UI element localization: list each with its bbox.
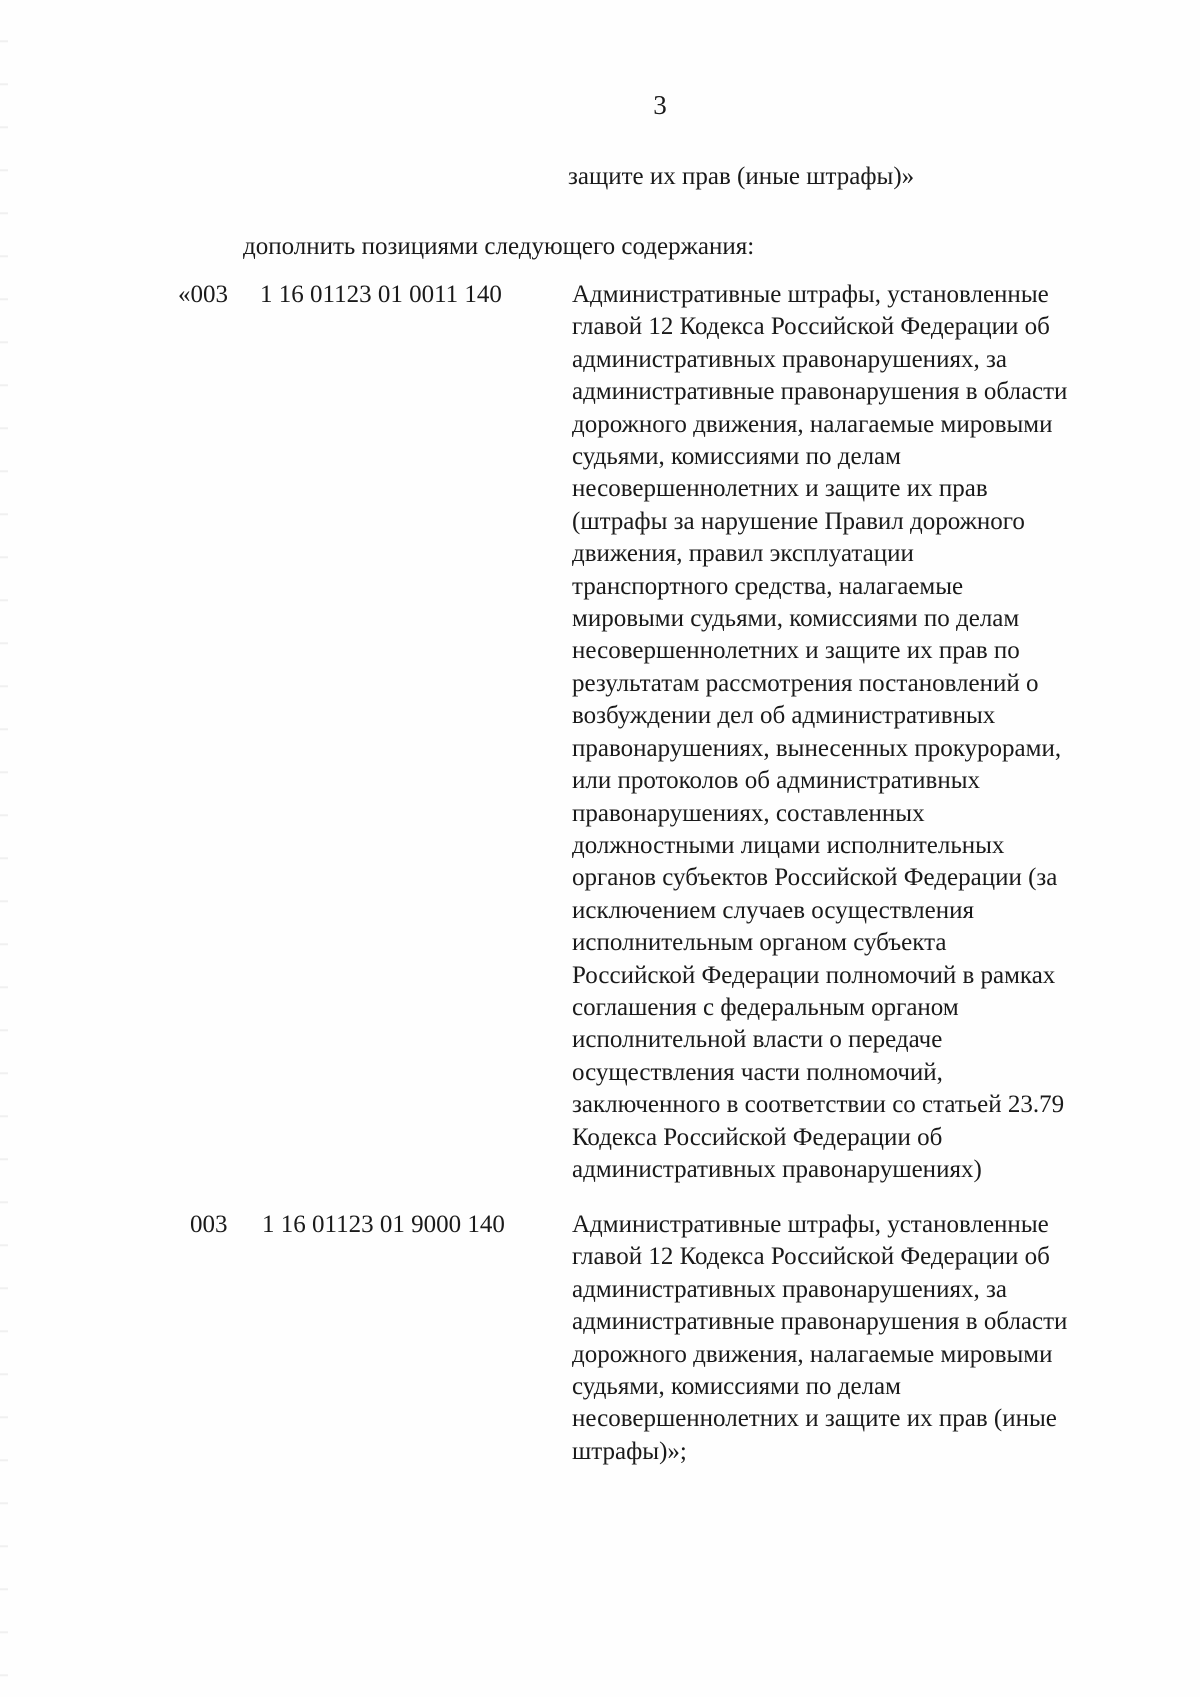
admin-code: 003 xyxy=(190,1211,228,1238)
description-line: заключенного в соответствии со статьей 23.79 xyxy=(572,1091,1065,1119)
description-line: административных правонарушениях, за xyxy=(572,1275,1007,1303)
description-line: Кодекса Российской Федерации об xyxy=(572,1123,943,1151)
description-line: органов субъектов Российской Федерации (за xyxy=(572,864,1058,892)
description-line: несовершеннолетних и защите их прав по xyxy=(572,637,1020,665)
description-line: главой 12 Кодекса Российской Федерации об xyxy=(572,313,1050,341)
description-line: административные правонарушения в области xyxy=(572,1308,1068,1336)
description-line: Административные штрафы, установленные xyxy=(572,1211,1049,1238)
description-line: исключением случаев осуществления xyxy=(572,896,974,924)
description-line: Российской Федерации полномочий в рамках xyxy=(572,961,1056,989)
page-number: 3 xyxy=(653,90,667,120)
description-line: транспортного средства, налагаемые xyxy=(572,572,964,600)
description-line: судьями, комиссиями по делам xyxy=(572,1373,901,1401)
description-line: дорожного движения, налагаемые мировыми xyxy=(572,1340,1053,1368)
entry-description xyxy=(572,1209,1152,1468)
description-line: или протоколов об административных xyxy=(572,767,981,795)
description-line: результатам рассмотрения постановлений о xyxy=(572,669,1039,697)
description-line: штрафы)»; xyxy=(572,1437,687,1465)
intro-paragraph: дополнить позициями следующего содержания: xyxy=(243,233,755,260)
description-line: административных правонарушениях, за xyxy=(572,345,1007,373)
description-line: административные правонарушения в области xyxy=(572,378,1068,406)
description-line: судьями, комиссиями по делам xyxy=(572,443,901,471)
description-line: возбуждении дел об административных xyxy=(572,702,996,730)
description-line: (штрафы за нарушение Правил дорожного xyxy=(572,507,1025,535)
description-line: административных правонарушениях) xyxy=(572,1155,982,1183)
description-line: исполнительной власти о передаче xyxy=(572,1026,943,1054)
description-line: правонарушениях, вынесенных прокурорами, xyxy=(572,734,1062,762)
description-line: движения, правил эксплуатации xyxy=(572,540,914,568)
admin-code: «003 xyxy=(178,281,228,308)
description-line: дорожного движения, налагаемые мировыми xyxy=(572,410,1053,438)
entry-description xyxy=(572,279,1152,1186)
kbk-code: 1 16 01123 01 9000 140 xyxy=(262,1211,505,1238)
description-line: Административные штрафы, установленные xyxy=(572,281,1049,308)
description-line: несовершеннолетних и защите их прав xyxy=(572,475,988,503)
description-line: должностными лицами исполнительных xyxy=(572,831,1005,859)
description-line: правонарушениях, составленных xyxy=(572,799,925,827)
continuation-text: защите их прав (иные штрафы)» xyxy=(568,163,915,190)
description-line: мировыми судьями, комиссиями по делам xyxy=(572,605,1020,633)
scan-edge-noise xyxy=(0,0,8,1697)
description-line: соглашения с федеральным органом xyxy=(572,993,959,1021)
description-line: несовершеннолетних и защите их прав (иные xyxy=(572,1405,1057,1433)
description-line: исполнительным органом субъекта xyxy=(572,929,947,957)
description-line: осуществления части полномочий, xyxy=(572,1058,943,1086)
kbk-code: 1 16 01123 01 0011 140 xyxy=(260,281,502,308)
description-line: главой 12 Кодекса Российской Федерации об xyxy=(572,1243,1050,1271)
